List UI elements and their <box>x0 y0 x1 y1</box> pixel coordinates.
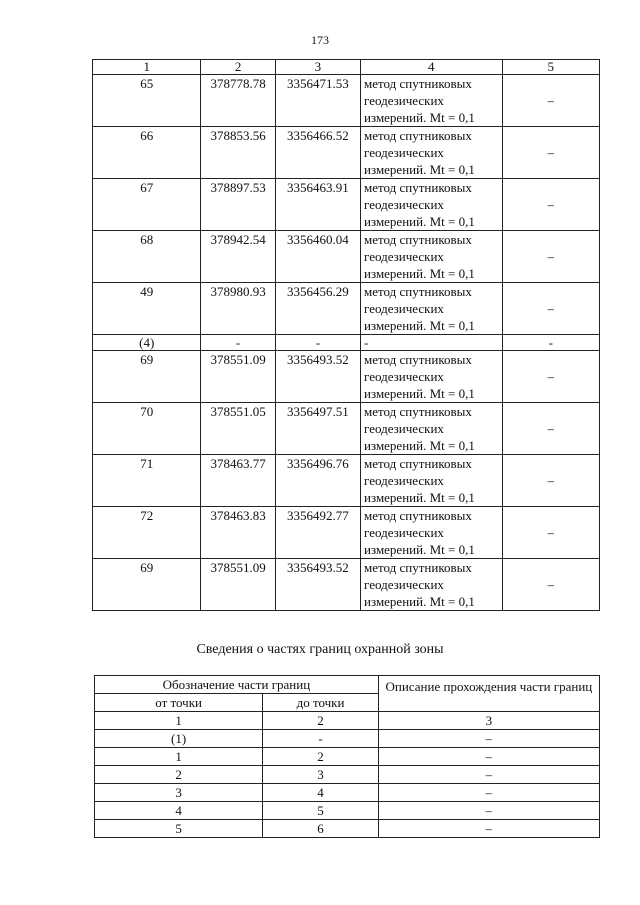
method-cell: метод спутниковых геодезических измерений. Mt = 0,1 <box>361 75 503 127</box>
note-cell: – <box>502 231 599 283</box>
y-coordinate-cell: 3356460.04 <box>275 231 360 283</box>
point-cell: 71 <box>93 455 201 507</box>
table-row <box>93 231 600 283</box>
y-coordinate-cell: 3356492.77 <box>275 507 360 559</box>
method-cell: метод спутниковых геодезических измерений. Mt = 0,1 <box>361 283 503 335</box>
table-row <box>95 748 600 766</box>
y-coordinate-cell: - <box>275 335 360 351</box>
column-header: 3 <box>275 60 360 75</box>
point-cell: (4) <box>93 335 201 351</box>
to-point-cell: 2 <box>263 712 379 730</box>
table-row <box>93 351 600 403</box>
header-boundary-part: Обозначение части границ <box>95 676 379 694</box>
note-cell: – <box>502 127 599 179</box>
method-cell: метод спутниковых геодезических измерений. Mt = 0,1 <box>361 231 503 283</box>
note-cell: – <box>502 179 599 231</box>
table-row <box>93 455 600 507</box>
from-point-cell: 3 <box>95 784 263 802</box>
y-coordinate-cell: 3356463.91 <box>275 179 360 231</box>
description-cell: – <box>378 748 599 766</box>
note-cell: – <box>502 351 599 403</box>
note-cell: - <box>502 335 599 351</box>
x-coordinate-cell: 378463.83 <box>201 507 275 559</box>
table-row <box>93 559 600 611</box>
table-row <box>95 784 600 802</box>
to-point-cell: 4 <box>263 784 379 802</box>
to-point-cell: - <box>263 730 379 748</box>
point-cell: 72 <box>93 507 201 559</box>
table-row <box>95 820 600 838</box>
description-cell: – <box>378 802 599 820</box>
note-cell: – <box>502 283 599 335</box>
method-cell: метод спутниковых геодезических измерений. Mt = 0,1 <box>361 559 503 611</box>
method-cell: метод спутниковых геодезических измерений. Mt = 0,1 <box>361 403 503 455</box>
point-cell: 67 <box>93 179 201 231</box>
to-point-cell: 6 <box>263 820 379 838</box>
column-header: 4 <box>361 60 503 75</box>
page-number: 173 <box>311 33 329 47</box>
header-to-point: до точки <box>263 694 379 712</box>
y-coordinate-cell: 3356493.52 <box>275 559 360 611</box>
section-title: Сведения о частях границ охранной зоны <box>196 642 444 657</box>
x-coordinate-cell: 378897.53 <box>201 179 275 231</box>
table-row <box>93 403 600 455</box>
method-cell: метод спутниковых геодезических измерений. Mt = 0,1 <box>361 351 503 403</box>
table-row <box>93 127 600 179</box>
method-cell: метод спутниковых геодезических измерений. Mt = 0,1 <box>361 179 503 231</box>
boundary-parts-table <box>94 675 600 838</box>
point-cell: 69 <box>93 351 201 403</box>
header-from-point: от точки <box>95 694 263 712</box>
note-cell: – <box>502 75 599 127</box>
column-header: 2 <box>201 60 275 75</box>
x-coordinate-cell: 378980.93 <box>201 283 275 335</box>
note-cell: – <box>502 559 599 611</box>
column-header: 5 <box>502 60 599 75</box>
table-row <box>93 75 600 127</box>
parts-header-row <box>95 676 600 694</box>
table-row <box>93 507 600 559</box>
point-cell: 70 <box>93 403 201 455</box>
from-point-cell: 2 <box>95 766 263 784</box>
y-coordinate-cell: 3356497.51 <box>275 403 360 455</box>
to-point-cell: 3 <box>263 766 379 784</box>
table-row <box>95 712 600 730</box>
x-coordinate-cell: 378551.05 <box>201 403 275 455</box>
x-coordinate-cell: 378853.56 <box>201 127 275 179</box>
table-row <box>93 335 600 351</box>
x-coordinate-cell: 378942.54 <box>201 231 275 283</box>
point-cell: 69 <box>93 559 201 611</box>
y-coordinate-cell: 3356493.52 <box>275 351 360 403</box>
method-cell: - <box>361 335 503 351</box>
table-row <box>95 802 600 820</box>
column-header: 1 <box>93 60 201 75</box>
description-cell: – <box>378 766 599 784</box>
from-point-cell: 1 <box>95 712 263 730</box>
y-coordinate-cell: 3356471.53 <box>275 75 360 127</box>
table-row <box>93 283 600 335</box>
description-cell: – <box>378 784 599 802</box>
point-cell: 65 <box>93 75 201 127</box>
point-cell: 66 <box>93 127 201 179</box>
note-cell: – <box>502 403 599 455</box>
point-cell: 68 <box>93 231 201 283</box>
x-coordinate-cell: - <box>201 335 275 351</box>
description-cell: – <box>378 730 599 748</box>
header-description: Описание прохождения части границ <box>378 676 599 712</box>
method-cell: метод спутниковых геодезических измерений. Mt = 0,1 <box>361 455 503 507</box>
table-row <box>95 766 600 784</box>
x-coordinate-cell: 378551.09 <box>201 559 275 611</box>
x-coordinate-cell: 378463.77 <box>201 455 275 507</box>
from-point-cell: 4 <box>95 802 263 820</box>
table-row <box>95 730 600 748</box>
table-row <box>93 179 600 231</box>
from-point-cell: 5 <box>95 820 263 838</box>
note-cell: – <box>502 507 599 559</box>
to-point-cell: 5 <box>263 802 379 820</box>
to-point-cell: 2 <box>263 748 379 766</box>
description-cell: – <box>378 820 599 838</box>
x-coordinate-cell: 378778.78 <box>201 75 275 127</box>
description-cell: 3 <box>378 712 599 730</box>
y-coordinate-cell: 3356496.76 <box>275 455 360 507</box>
coordinates-table <box>92 59 600 611</box>
from-point-cell: 1 <box>95 748 263 766</box>
from-point-cell: (1) <box>95 730 263 748</box>
y-coordinate-cell: 3356456.29 <box>275 283 360 335</box>
point-cell: 49 <box>93 283 201 335</box>
method-cell: метод спутниковых геодезических измерений. Mt = 0,1 <box>361 127 503 179</box>
method-cell: метод спутниковых геодезических измерений. Mt = 0,1 <box>361 507 503 559</box>
y-coordinate-cell: 3356466.52 <box>275 127 360 179</box>
x-coordinate-cell: 378551.09 <box>201 351 275 403</box>
coordinates-header-row <box>93 60 600 75</box>
note-cell: – <box>502 455 599 507</box>
